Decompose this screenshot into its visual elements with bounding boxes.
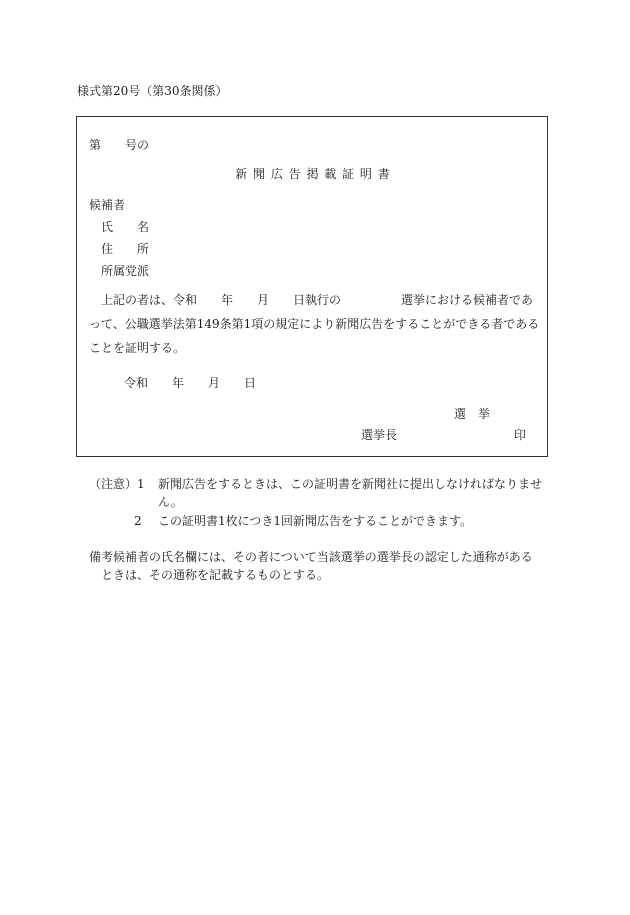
date-day: 日 bbox=[244, 376, 257, 390]
date-year: 年 bbox=[172, 376, 185, 390]
form-number: 様式第20号（第30条関係） bbox=[77, 84, 228, 98]
date-month: 月 bbox=[208, 376, 221, 390]
field-address-label: 住 所 bbox=[101, 242, 150, 256]
election-label: 選 挙 bbox=[454, 407, 491, 421]
certificate-box bbox=[76, 116, 548, 457]
seal-mark: 印 bbox=[514, 428, 527, 442]
remarks-text-content: 候補者の氏名欄には、その者について当該選挙の選挙長の認定した通称があるときは、その通称を記載するものとする。 bbox=[101, 550, 533, 582]
note-2-number: 2 bbox=[134, 514, 142, 528]
remarks-label: 備考 bbox=[89, 550, 114, 564]
notes-label: （注意） bbox=[89, 477, 138, 491]
note-2-text: この証明書1枚につき1回新聞広告をすることができます。 bbox=[158, 514, 473, 528]
note-1-text bbox=[158, 475, 552, 511]
field-party-label: 所属党派 bbox=[101, 264, 150, 278]
election-chief-label: 選挙長 bbox=[361, 428, 398, 442]
number-prefix: 第 bbox=[89, 138, 102, 152]
date-era: 令和 bbox=[124, 376, 149, 390]
note-1-number: 1 bbox=[137, 477, 145, 491]
number-suffix: 号の bbox=[125, 138, 150, 152]
certificate-body: 上記の者は、令和 年 月 日執行の 選挙における候補者であって、公職選挙法第149条第1項の規定により新聞広告をすることができる者であることを証明する。 bbox=[89, 293, 540, 355]
field-name-label: 氏 名 bbox=[101, 220, 150, 234]
certificate-title: 新 聞 広 告 掲 載 証 明 書 bbox=[235, 167, 391, 181]
note-1-text-content: 新聞広告をするときは、この証明書を新聞社に提出しなければなりません。 bbox=[158, 477, 543, 509]
candidate-label: 候補者 bbox=[89, 198, 126, 212]
remarks-text bbox=[101, 548, 541, 584]
